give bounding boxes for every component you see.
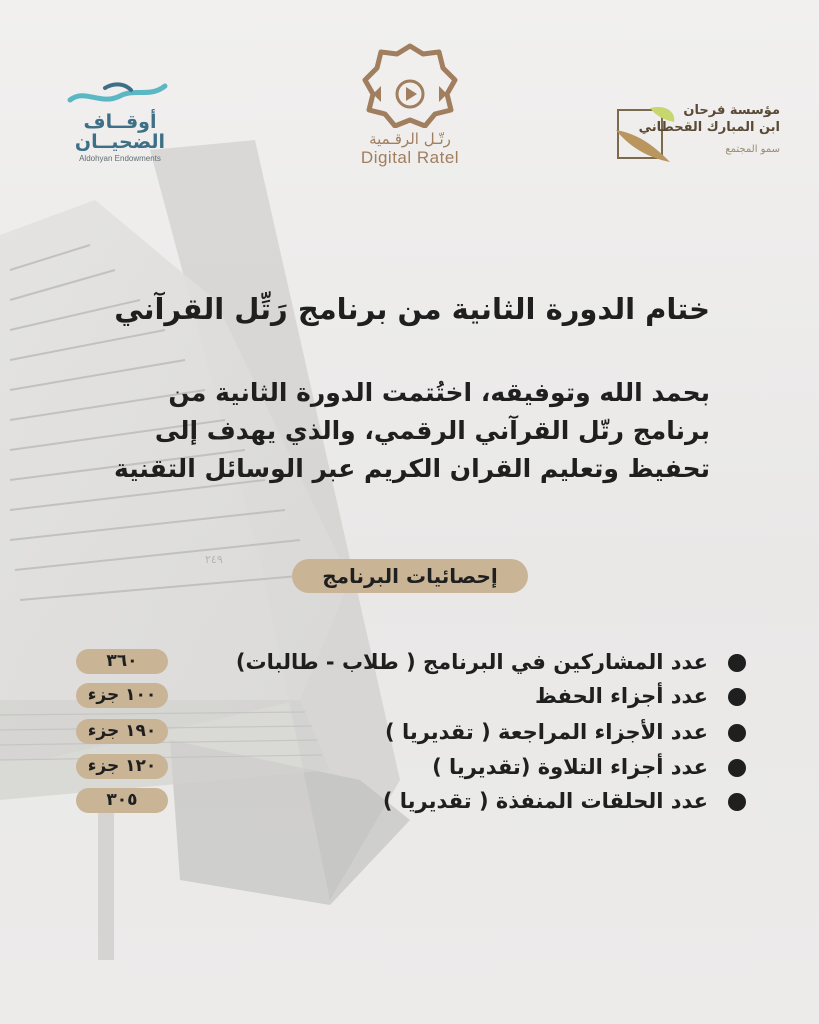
stat-value-badge: ٣٠٥ — [76, 788, 168, 813]
stat-label: عدد الأجزاء المراجعة ( تقديريا ) — [385, 720, 708, 744]
farhan-tagline: سمو المجتمع — [725, 144, 780, 155]
stat-row — [70, 645, 760, 679]
stat-value-badge: ٣٦٠ — [76, 649, 168, 674]
stat-value-badge: ١٩٠ جزء — [76, 719, 168, 744]
aldohyan-logo — [55, 78, 185, 163]
stat-value-badge: ١٢٠ جزء — [76, 754, 168, 779]
digital-ratel-logo — [340, 40, 480, 168]
intro-line: برنامج رتّل القرآني الرقمي، والذي يهدف إلى — [154, 416, 710, 445]
bullet-icon — [728, 724, 746, 742]
farhan-name-line1: مؤسسة فرحان — [683, 103, 780, 118]
intro-line: تحفيظ وتعليم القران الكريم عبر الوسائل التقنية — [114, 454, 710, 483]
stat-value-badge: ١٠٠ جزء — [76, 683, 168, 708]
ratel-emblem-icon — [355, 40, 465, 128]
stat-row — [70, 784, 760, 818]
farhan-name-line2: ابن المبارك القحطاني — [638, 120, 780, 135]
page-number: ٢٤٩ — [205, 553, 223, 566]
bullet-icon — [728, 759, 746, 777]
intro-paragraph — [90, 374, 710, 488]
digital-ratel-name-ar: رتّـل الرقـمية — [369, 130, 451, 148]
stats-heading: إحصائيات البرنامج — [292, 559, 528, 593]
farhan-foundation-logo — [610, 100, 790, 170]
bullet-icon — [728, 793, 746, 811]
aldohyan-name-en: Aldohyan Endowments — [79, 154, 161, 163]
page-title: ختام الدورة الثانية من برنامج رَتِّل القرآني — [114, 292, 710, 326]
bullet-icon — [728, 688, 746, 706]
stat-label: عدد المشاركين في البرنامج ( طلاب - طالبات) — [235, 650, 708, 674]
bullet-icon — [728, 654, 746, 672]
intro-line: بحمد الله وتوفيقه، اختُتمت الدورة الثانية من — [168, 378, 710, 407]
stat-label: عدد أجزاء التلاوة (تقديريا ) — [432, 755, 708, 779]
stat-label: عدد الحلقات المنفذة ( تقديريا ) — [382, 789, 708, 813]
stat-label: عدد أجزاء الحفظ — [534, 684, 708, 708]
stat-row — [70, 750, 760, 784]
aldohyan-wave-icon — [65, 78, 175, 112]
digital-ratel-name-en: Digital Ratel — [360, 148, 460, 167]
stat-row — [70, 679, 760, 713]
aldohyan-name-ar: أوقــاف الضحيــان — [74, 111, 166, 153]
stat-row — [70, 715, 760, 749]
